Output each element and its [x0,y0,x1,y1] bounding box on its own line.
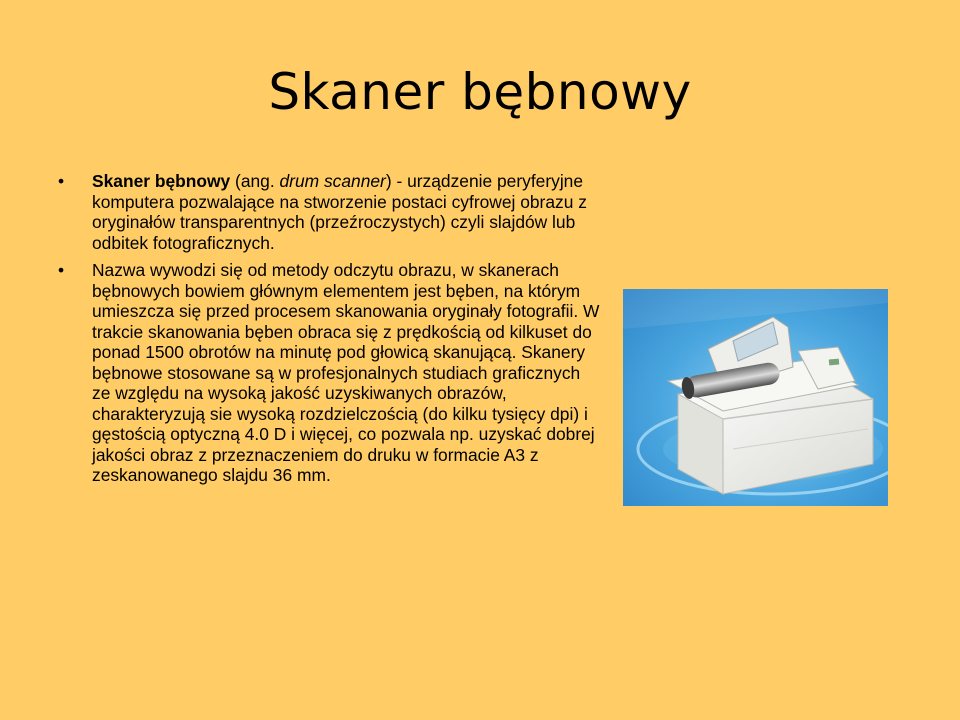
drum-scanner-illustration [623,289,888,506]
term-bold: Skaner bębnowy [92,171,231,191]
bullet-item-description [58,260,603,486]
bullet-marker: • [58,171,65,191]
description-text: Nazwa wywodzi się od metody odczytu obrazu, w skanerach bębnowych bowiem głównym elementem jest bęben, na którym umieszcza się przed procesem skanowania oryginały fotografii. W trakcie skanowania bęben obraca się z prędkością od kilkuset do ponad 1500 obrotów na minutę pod głowicą skanującą. Skanery bębnowe stosowane są w profesjonalnych studiach graficznych ze względu na wysoką jakość uzyskiwanych obrazów, charakteryzują sie wysoką rozdzielczością (do kilku tysięcy dpi) i gęstością optyczną 4.0 D i więcej, co pozwala np. uzyskać dobrej jakości obraz z przeznaczeniem do druku w formacie A3 z zeskanowanego slajdu 36 mm. [92,260,600,485]
term-english-italic: drum scanner [279,171,386,191]
slide-title: Skaner bębnowy [268,63,692,121]
definition-text-a: (ang. [230,171,280,191]
drum-scanner-photo [623,289,888,506]
definition-text-b: ) - urządzenie peryferyjne komputera pozwalające na stworzenie postaci cyfrowej obrazu z oryginałów transparentnych (przeźroczystych) czyli slajdów lub odbitek fotograficznych. [92,171,587,253]
bullet-list [58,171,603,493]
status-light [829,359,839,366]
bullet-item-definition [58,171,603,253]
bullet-marker: • [58,260,65,280]
